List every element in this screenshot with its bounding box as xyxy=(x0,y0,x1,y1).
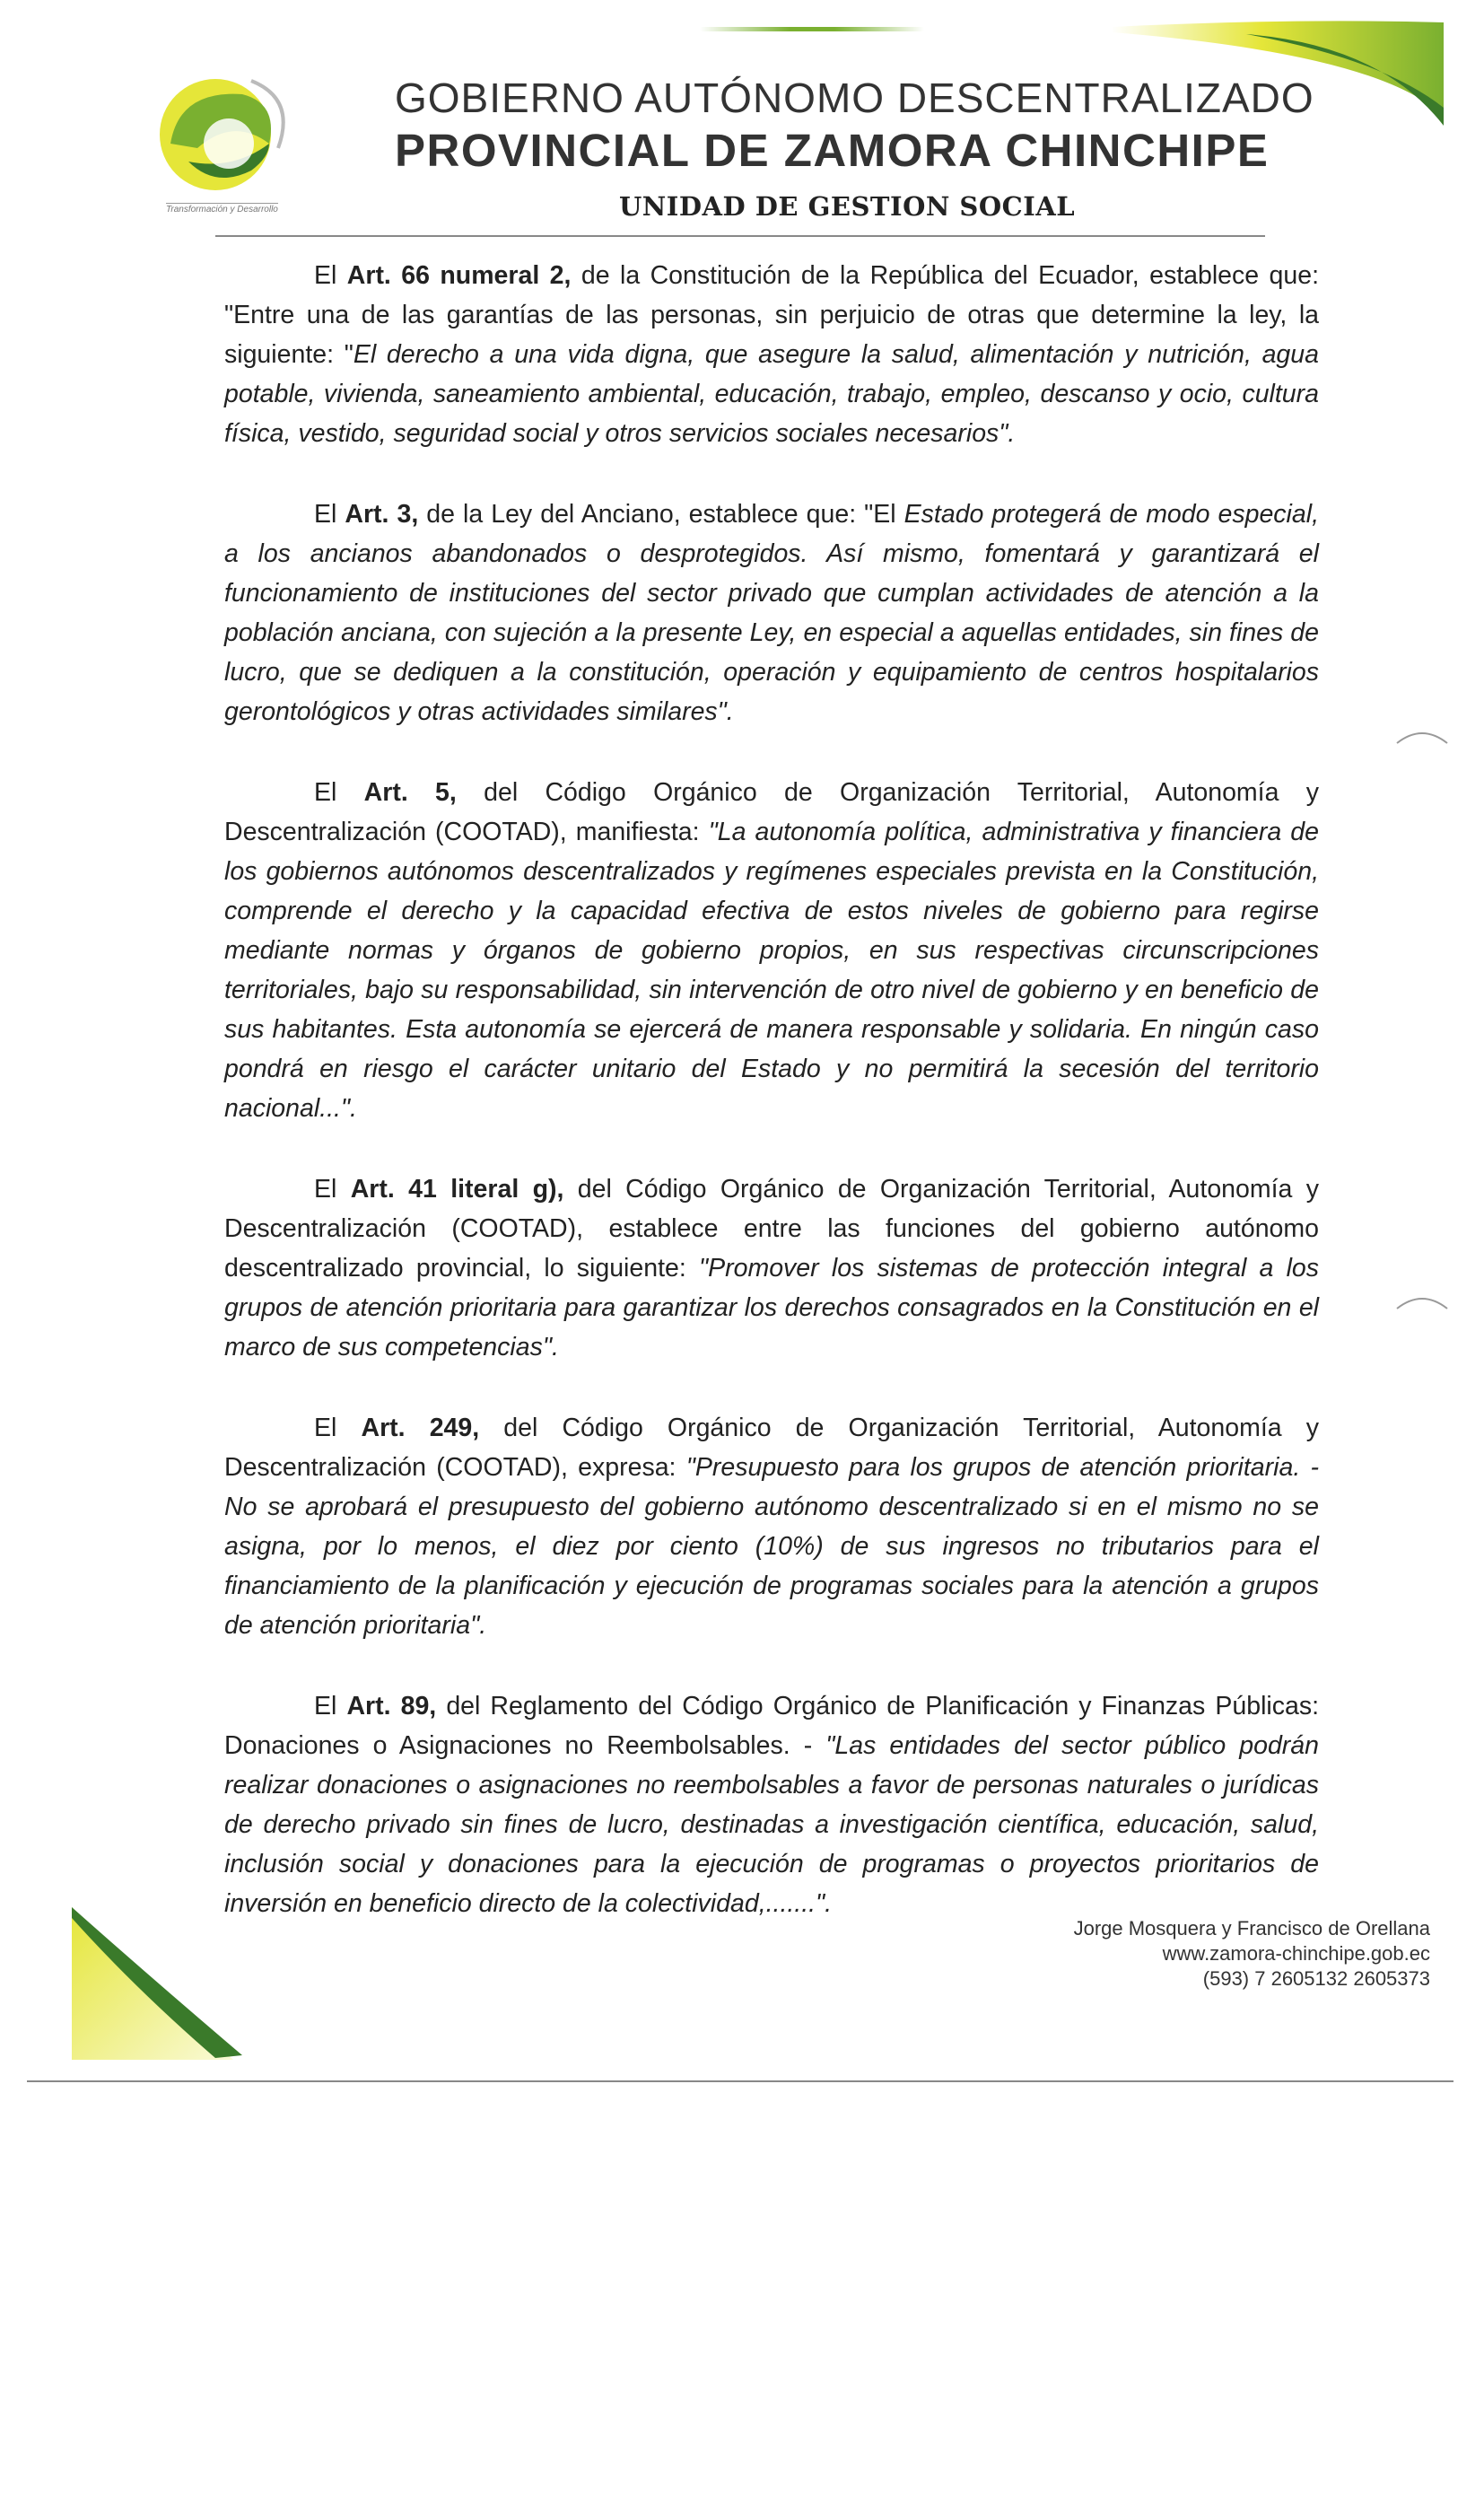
quoted-text: "Presupuesto para los grupos de atención prioritaria. - No se aprobará el presupuesto del gobierno autónomo descentralizado si en el mismo no se asigna, por lo menos, el diez por ciento (10%) de sus ingresos no tributarios para el financiamiento de la planificación y ejecución de programas sociales para la atención a grupos de atención prioritaria". xyxy=(224,1453,1319,1640)
article-paragraph-2 xyxy=(224,495,1319,731)
article-ref: Art. 89, xyxy=(346,1692,437,1721)
paragraph-text: de la Ley del Anciano, establece que: "El xyxy=(418,500,904,529)
paragraph-prefix: El xyxy=(314,500,345,529)
margin-hole-mark xyxy=(1395,1292,1449,1310)
paragraph-prefix: El xyxy=(314,1692,347,1721)
paragraph-prefix: El xyxy=(314,1175,351,1204)
article-ref: Art. 3, xyxy=(345,500,419,529)
logo-caption: Transformación y Desarrollo xyxy=(166,205,278,215)
paragraph-text: de la Constitución de la República del Ecuador, establece que: "Entre una de las garantías de las personas, sin perjuicio de otras que determine la ley, la siguiente: " xyxy=(224,261,1319,369)
article-ref: Art. 66 numeral 2, xyxy=(346,261,572,290)
footer-address: Jorge Mosquera y Francisco de Orellana xyxy=(1073,1917,1430,1939)
quoted-text: Estado protegerá de modo especial, a los ancianos abandonados o desprotegidos. Así mismo, fomentará y garantizará el funcionamiento de instituciones del sector privado que cumplan actividades de atención a la población anciana, con sujeción a la presente Ley, en especial a aquellas entidades, sin fines de lucro, que se dediquen a la constitución, operación y equipamiento de centros hospitalarios gerontológicos y otras actividades similares". xyxy=(224,500,1319,726)
quoted-text: "Las entidades del sector público podrán realizar donaciones o asignaciones no reembolsables a favor de personas naturales o jurídicas de derecho privado sin fines de lucro, destinadas a investigación científica, educación, salud, inclusión social y donaciones para la ejecución de programas o proyectos prioritarios de inversión en beneficio directo de la colectividad,.......". xyxy=(224,1731,1319,1918)
article-paragraph-4 xyxy=(224,1169,1319,1367)
header-title-line1: GOBIERNO AUTÓNOMO DESCENTRALIZADO xyxy=(395,74,1314,121)
header-title-line2: PROVINCIAL DE ZAMORA CHINCHIPE xyxy=(395,125,1270,176)
article-ref: Art. 249, xyxy=(361,1414,480,1442)
paragraph-prefix: El xyxy=(314,261,347,290)
paragraph-prefix: El xyxy=(314,1414,362,1442)
paragraph-prefix: El xyxy=(314,778,364,807)
quoted-text: El derecho a una vida digna, que asegure la salud, alimentación y nutrición, agua potable, vivienda, saneamiento ambiental, educación, trabajo, empleo, descanso y ocio, cultura física, vestido, seguridad social y otros servicios sociales necesarios". xyxy=(224,340,1319,448)
paragraph-text: del Código Orgánico de Organización Territorial, Autonomía y Descentralización (COOTAD), expresa: xyxy=(224,1414,1319,1482)
article-paragraph-6 xyxy=(224,1686,1319,1923)
provincial-logo xyxy=(144,63,314,215)
footer-website: www.zamora-chinchipe.gob.ec xyxy=(1162,1942,1430,1965)
footer-contact xyxy=(1074,1916,1430,1992)
paragraph-text: del Código Orgánico de Organización Territorial, Autonomía y Descentralización (COOTAD), manifiesta: xyxy=(224,778,1319,846)
quoted-text: "La autonomía política, administrativa y financiera de los gobiernos autónomos descentralizados y regímenes especiales prevista en la Constitución, comprende el derecho y la capacidad efectiva de estos niveles de gobierno para regirse mediante normas y órganos de gobierno propios, en sus respectivas circunscripciones territoriales, bajo su responsabilidad, sin intervención de otro nivel de gobierno y en beneficio de sus habitantes. Esta autonomía se ejercerá de manera responsable y solidaria. En ningún caso pondrá en riesgo el carácter unitario del Estado y no permitirá la secesión del territorio nacional...". xyxy=(224,818,1319,1123)
document-body xyxy=(224,256,1319,1965)
article-ref: Art. 41 literal g), xyxy=(350,1175,564,1204)
article-paragraph-1 xyxy=(224,256,1319,453)
article-paragraph-3 xyxy=(224,773,1319,1128)
article-paragraph-5 xyxy=(224,1408,1319,1645)
footer-divider xyxy=(27,2080,1453,2082)
footer-phone: (593) 7 2605132 2605373 xyxy=(1202,1967,1430,1990)
unit-name: UNIDAD DE GESTION SOCIAL xyxy=(619,191,1076,222)
header-decor-line xyxy=(700,27,924,31)
article-ref: Art. 5, xyxy=(363,778,457,807)
paragraph-text: del Reglamento del Código Orgánico de Planificación y Finanzas Públicas: Donaciones o Asignaciones no Reembolsables. - xyxy=(224,1692,1320,1760)
footer-corner-graphic xyxy=(72,1907,251,2060)
margin-hole-mark xyxy=(1395,727,1449,745)
quoted-text: "Promover los sistemas de protección integral a los grupos de atención prioritaria para garantizar los derechos consagrados en la Constitución en el marco de sus competencias". xyxy=(224,1254,1319,1362)
header-divider xyxy=(215,235,1265,237)
paragraph-text: del Código Orgánico de Organización Territorial, Autonomía y Descentralización (COOTAD), establece entre las funciones del gobierno autónomo descentralizado provincial, lo siguiente: xyxy=(224,1175,1319,1283)
